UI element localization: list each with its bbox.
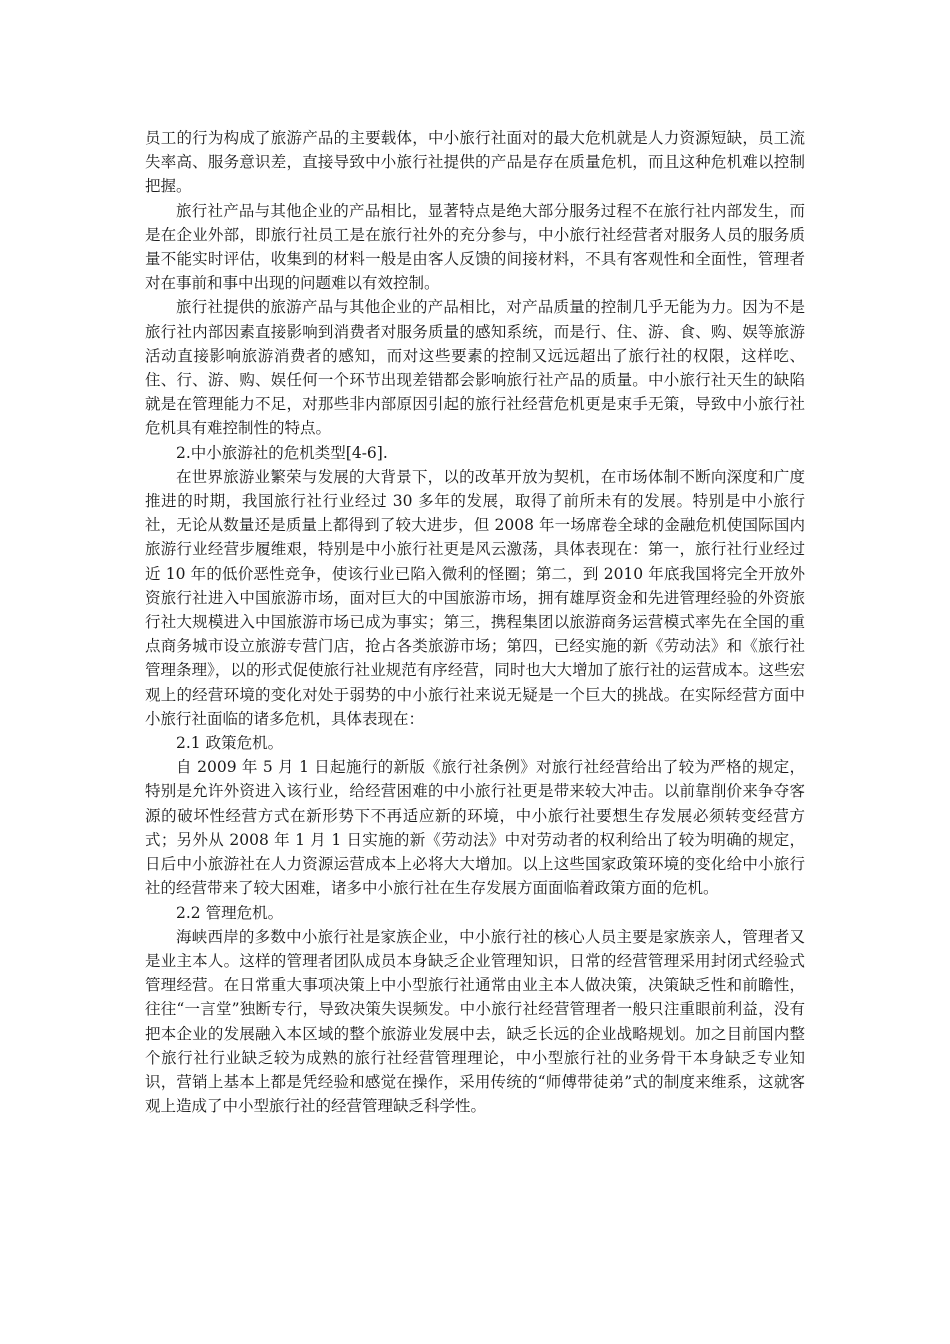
paragraph-policy-crisis: 自 2009 年 5 月 1 日起施行的新版《旅行社条例》对旅行社经营给出了较为严格的规定，特别是允许外资进入该行业，给经营困难的中小旅行社更是带来较大冲击。以前靠削价来争夺客源的破坏性经营方式在新形势下不再适应新的环境，中小旅行社要想生存发展必须转变经营方式；另外从 2008 年 1 月 1 日实施的新《劳动法》中对劳动者的权利给出了较为明确的规定，日后中小旅游社在人力资源运营成本上必将大大增加。以上这些国家政策环境的变化给中小旅行社的经营带来了较大困难，诸多中小旅行社在生存发展方面面临着政策方面的危机。 — [145, 758, 805, 898]
section-heading-crisis-types: 2.中小旅游社的危机类型[4-6]. — [176, 443, 388, 462]
document-page — [145, 126, 805, 1118]
paragraph-quality-control: 旅行社提供的旅游产品与其他企业的产品相比，对产品质量的控制几乎无能为力。因为不是旅行社内部因素直接影响到消费者对服务质量的感知系统，而是行、住、游、食、购、娱等旅游活动直接影响旅游消费者的感知，而对这些要素的控制又远远超出了旅行社的权限，这样吃、住、行、游、购、娱任何一个环节出现差错都会影响旅行社产品的质量。中小旅行社天生的缺陷就是在管理能力不足，对那些非内部原因引起的旅行社经营危机更是束手无策，导致中小旅行社危机具有难控制性的特点。 — [145, 298, 805, 438]
paragraph-service-process: 旅行社产品与其他企业的产品相比，显著特点是绝大部分服务过程不在旅行社内部发生，而是在企业外部，即旅行社员工是在旅行社外的充分参与，中小旅行社经营者对服务人员的服务质量不能实时评估，收集到的材料一般是由客人反馈的间接材料，不具有客观性和全面性，管理者对在事前和事中出现的问题难以有效控制。 — [145, 201, 805, 293]
paragraph-continuation: 员工的行为构成了旅游产品的主要载体，中小旅行社面对的最大危机就是人力资源短缺，员工流失率高、服务意识差，直接导致中小旅行社提供的产品是存在质量危机，而且这种危机难以控制把握。 — [145, 129, 805, 196]
subsection-heading-management-crisis: 2.2 管理危机。 — [176, 903, 284, 922]
paragraph-industry-background: 在世界旅游业繁荣与发展的大背景下，以的改革开放为契机，在市场体制不断向深度和广度推进的时期，我国旅行社行业经过 30 多年的发展，取得了前所未有的发展。特别是中小旅行社，无论从数量还是质量上都得到了较大进步，但 2008 年一场席卷全球的金融危机使国际国内旅游行业经营步履维艰，特别是中小旅行社更是风云激荡，具体表现在：第一，旅行社行业经过近 10 年的低价恶性竞争，使该行业已陷入微利的怪圈；第二，到 2010 年底我国将完全开放外资旅行社进入中国旅游市场，面对巨大的中国旅游市场，拥有雄厚资金和先进管理经验的外资旅行社大规模进入中国旅游市场已成为事实；第三，携程集团以旅游商务运营模式率先在全国的重点商务城市设立旅游专营门店，抢占各类旅游市场；第四，已经实施的新《劳动法》和《旅行社管理条理》，以的形式促使旅行社业规范有序经营，同时也大大增加了旅行社的运营成本。这些宏观上的经营环境的变化对处于弱势的中小旅行社来说无疑是一个巨大的挑战。在实际经营方面中小旅行社面临的诸多危机，具体表现在： — [145, 467, 805, 728]
paragraph-management-crisis: 海峡西岸的多数中小旅行社是家族企业，中小旅行社的核心人员主要是家族亲人，管理者又是业主本人。这样的管理者团队成员本身缺乏企业管理知识，日常的经营管理采用封闭式经验式管理经营。在日常重大事项决策上中小型旅行社通常由业主本人做决策，决策缺乏性和前瞻性，往往“一言堂”独断专行，导致决策失误频发。中小旅行社经营管理者一般只注重眼前利益，没有把本企业的发展融入本区域的整个旅游业发展中去，缺乏长远的企业战略规划。加之目前国内整个旅行社行业缺乏较为成熟的旅行社经营管理理论，中小型旅行社的业务骨干本身缺乏专业知识，营销上基本上都是凭经验和感觉在操作，采用传统的“师傅带徒弟”式的制度来维系，这就客观上造成了中小型旅行社的经营管理缺乏科学性。 — [145, 927, 805, 1116]
subsection-heading-policy-crisis: 2.1 政策危机。 — [176, 734, 284, 753]
